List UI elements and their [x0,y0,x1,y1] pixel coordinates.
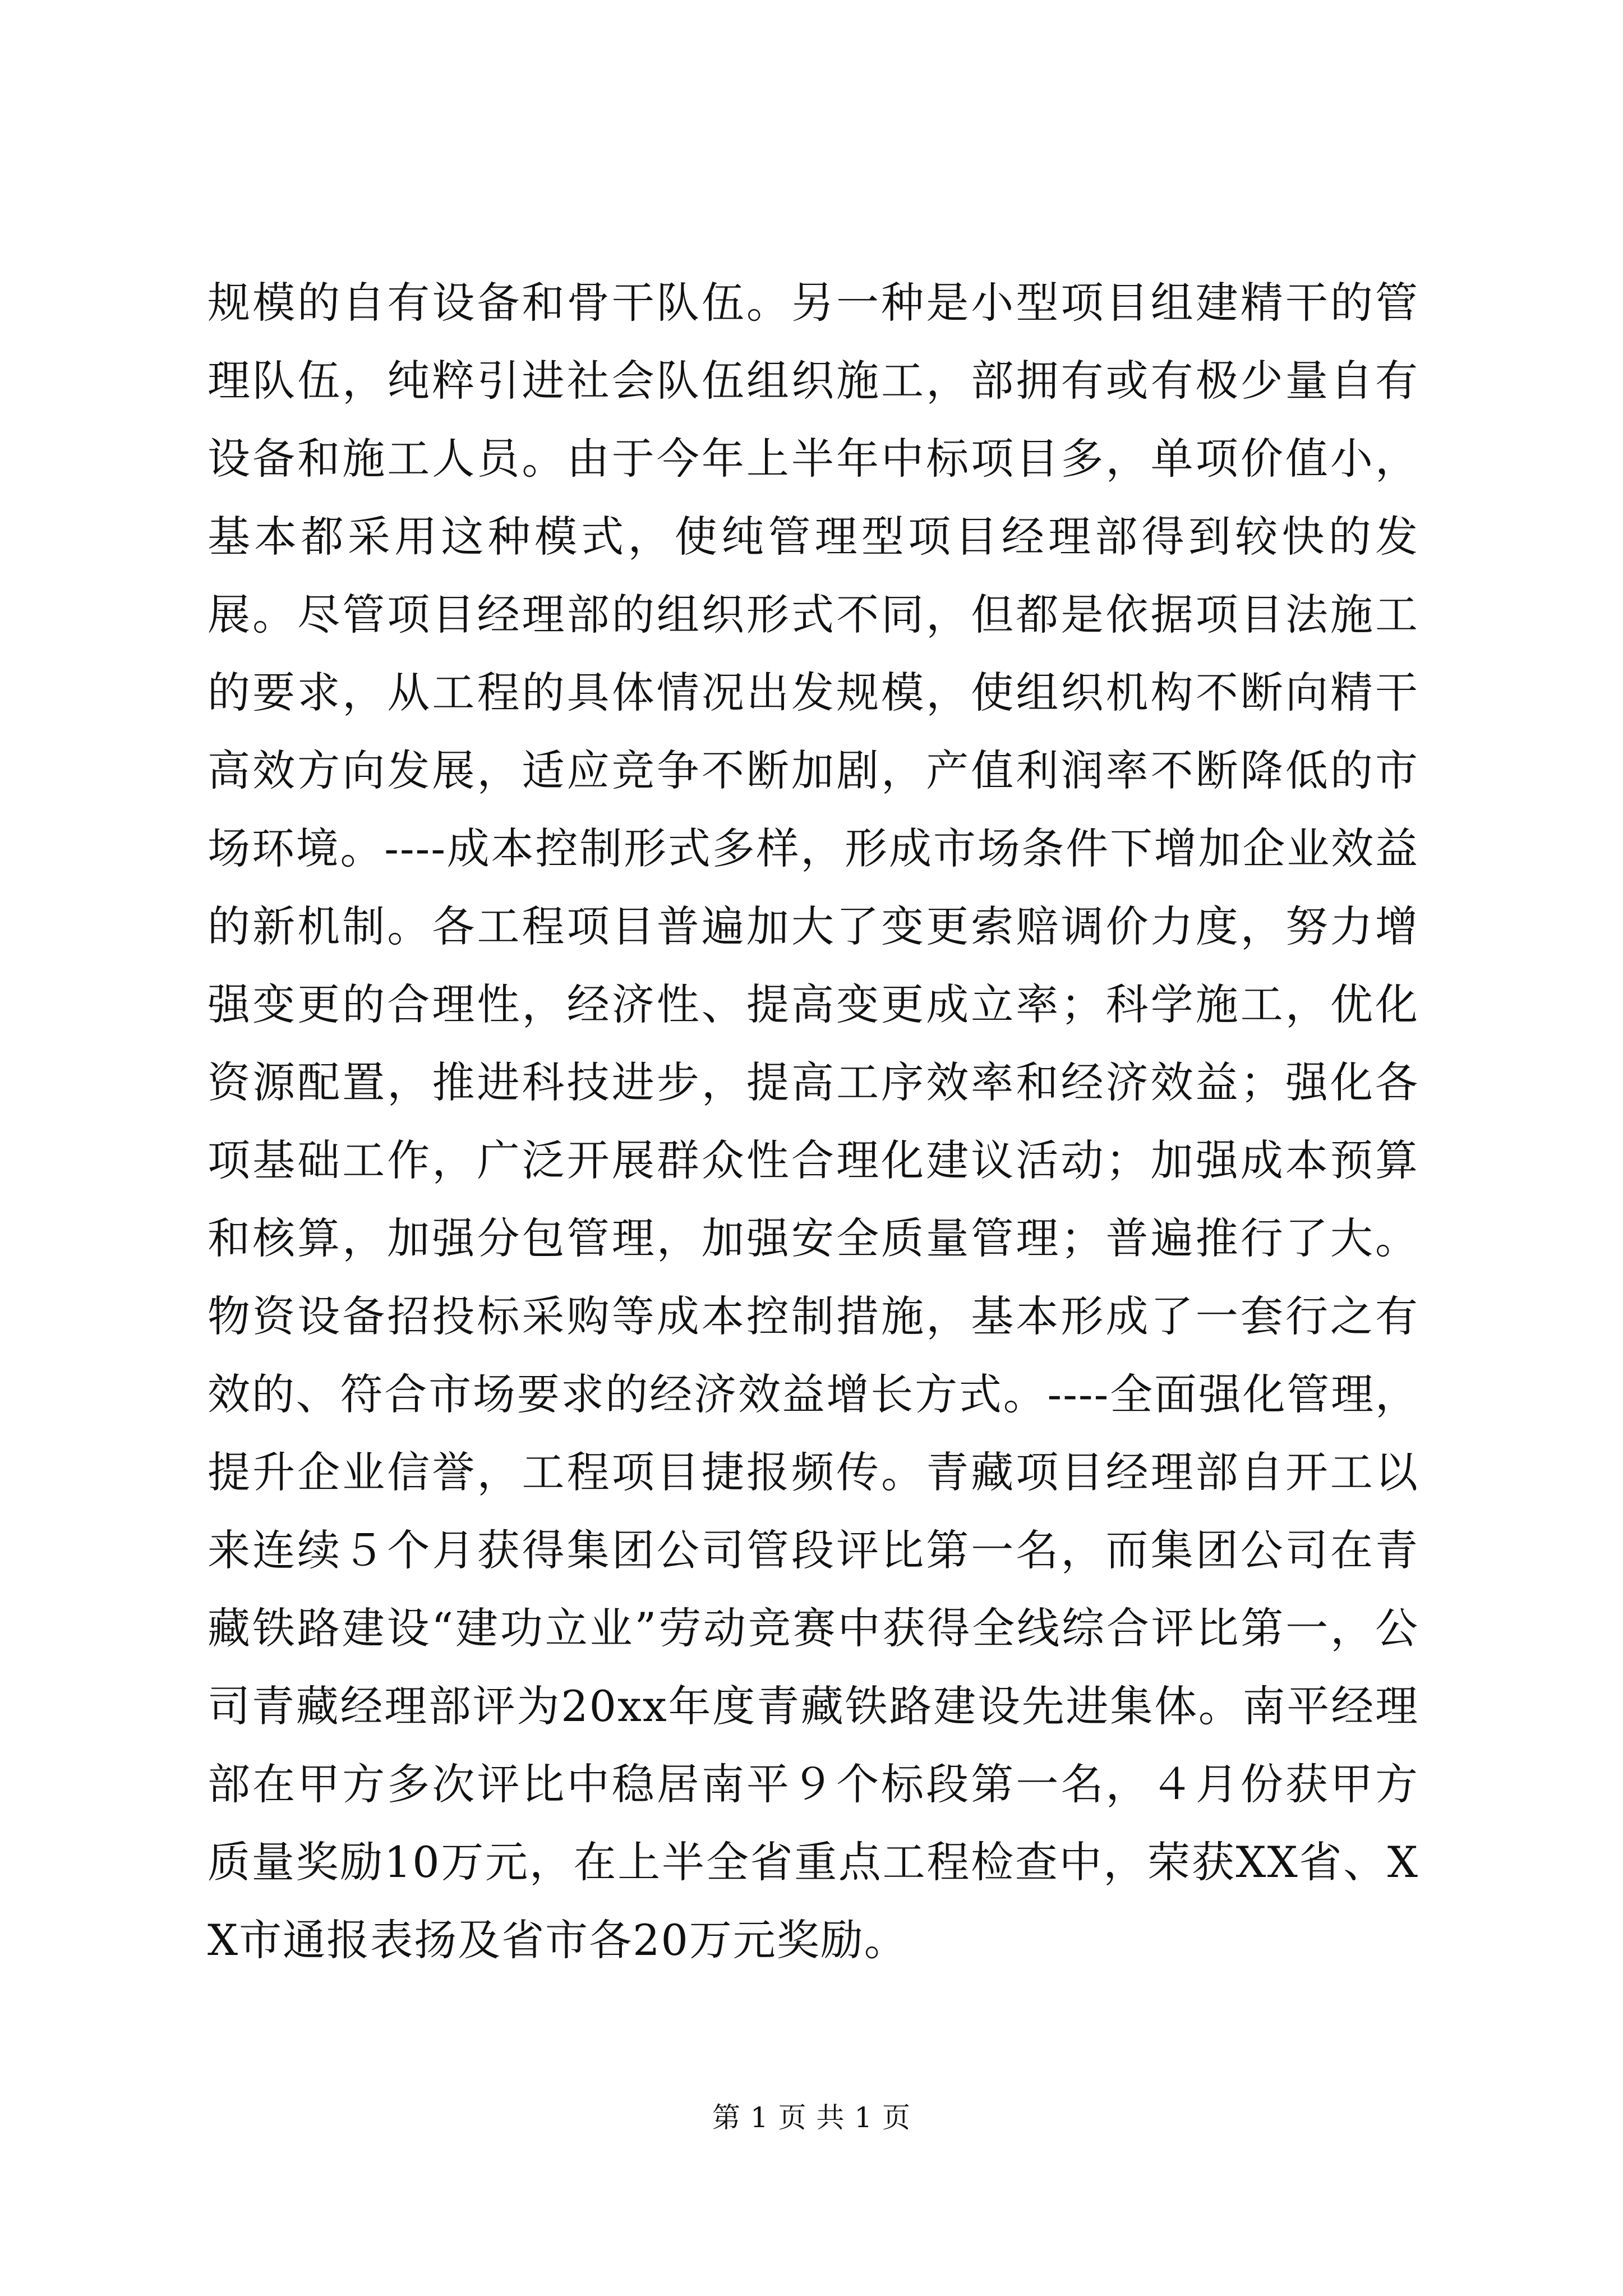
page-footer: 第 1 页 共 1 页 [712,2101,911,2134]
paragraph-text: 规模的自有设备和骨干队伍。另一种是小型项目组建精干的管理队伍，纯粹引进社会队伍组织施工，部拥有或有极少量自有设备和施工人员。由于今年上半年中标项目多，单项价值小，基本都采用这种模式，使纯管理型项目经理部得到较快的发展。尽管项目经理部的组织形式不同，但都是依据项目法施工的要求，从工程的具体情况出发规模，使组织机构不断向精干高效方向发展，适应竞争不断加剧，产值利润率不断降低的市场环境。----成本控制形式多样，形成市场条件下增加企业效益的新机制。各工程项目普遍加大了变更索赔调价力度，努力增强变更的合理性，经济性、提高变更成立率；科学施工，优化资源配置，推进科技进步，提高工序效率和经济效益；强化各项基础工作，广泛开展群众性合理化建议活动；加强成本预算和核算，加强分包管理，加强安全质量管理；普遍推行了大。物资设备招投标采购等成本控制措施，基本形成了一套行之有效的、符合市场要求的经济效益增长方式。----全面强化管理，提升企业信誉，工程项目捷报频传。青藏项目经理部自开工以来连续５个月获得集团公司管段评比第一名，而集团公司在青藏铁路建设“建功立业”劳动竞赛中获得全线综合评比第一，公司青藏经理部评为20xx年度青藏铁路建设先进集体。南平经理部在甲方多次评比中稳居南平９个标段第一名，４月份获甲方质量奖励10万元，在上半全省重点工程检查中，荣获XX省、XX市通报表扬及省市各20万元奖励。 [208,278,1419,1965]
body-paragraph [208,264,1419,1979]
